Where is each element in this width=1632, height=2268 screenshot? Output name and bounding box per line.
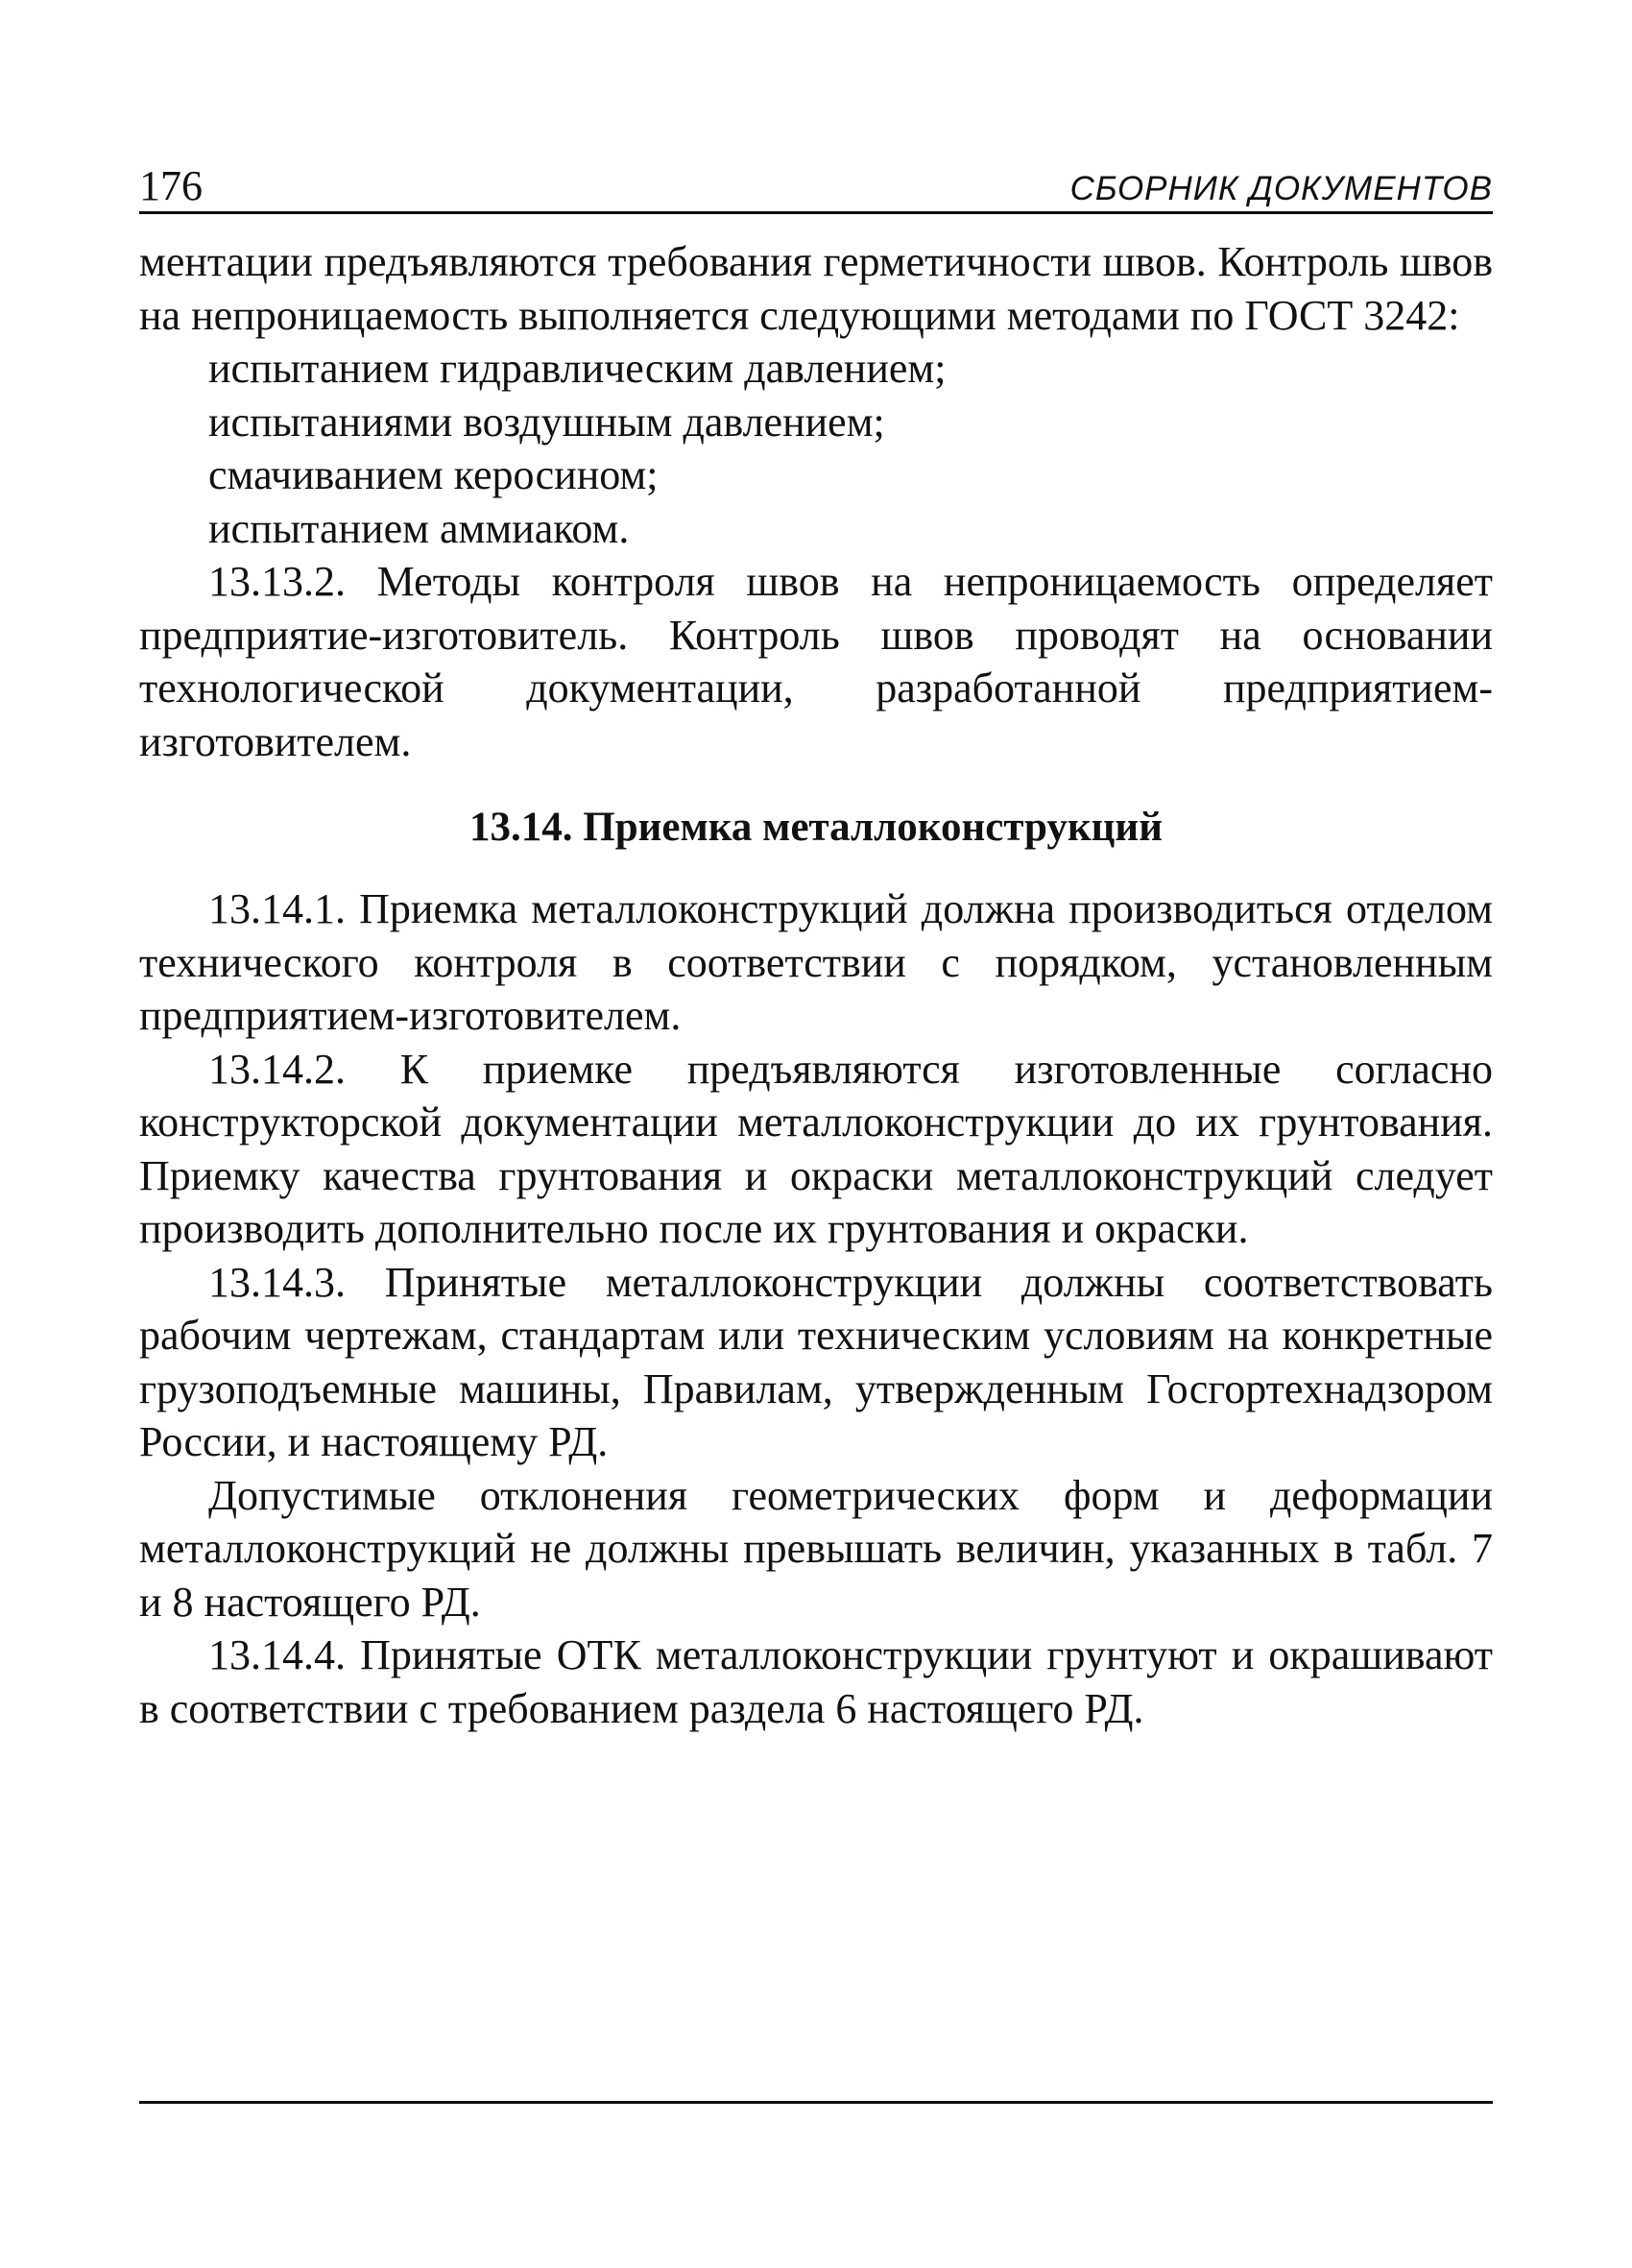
running-title: СБОРНИК ДОКУМЕНТОВ	[1069, 170, 1493, 207]
page-number: 176	[139, 162, 203, 209]
paragraph-13-14-1: 13.14.1. Приемка металлоконструкций должна производиться отделом технического контроля в соответствии с порядком, установленным предприятием-изготовителем.	[139, 885, 1493, 1039]
methods-list	[139, 342, 1493, 555]
paragraph-13-14-3: 13.14.3. Принятые металлоконструкции должны соответствовать рабочим чертежам, стандартам или техническим условиям на конкретные грузоподъемные машины, Правилам, утвержденным Госгортехнадзором России, и настоящему РД.	[139, 1258, 1493, 1465]
paragraph-13-14-4: 13.14.4. Принятые ОТК металлоконструкции грунтуют и окрашивают в соответствии с требованием раздела 6 настоящего РД.	[139, 1631, 1493, 1732]
list-item: испытанием гидравлическим давлением;	[208, 345, 947, 392]
paragraph-tolerances: Допустимые отклонения геометрических форм и деформации металлоконструкций не должны превышать величин, указанных в табл. 7 и 8 настоящего РД.	[139, 1471, 1493, 1626]
list-item: смачиванием керосином;	[208, 451, 659, 498]
section-heading: 13.14. Приемка металлоконструкций	[469, 805, 1163, 850]
document-page	[139, 144, 1493, 1735]
list-item: испытанием аммиаком.	[208, 504, 630, 552]
page-header	[139, 144, 1493, 214]
paragraph-13-14-2: 13.14.2. К приемке предъявляются изготовленные согласно конструкторской документации металлоконструкции до их грунтования. Приемку качества грунтования и окраски металлоконструкций следует производить дополнительно после их грунтования и окраски.	[139, 1045, 1493, 1252]
body-text	[139, 235, 1493, 1735]
footer-rule	[139, 2101, 1493, 2104]
paragraph-13-13-2: 13.13.2. Методы контроля швов на непроницаемость определяет предприятие-изготовитель. Контроль швов проводят на основании технологической документации, разработанной предприятием-изготовителем.	[139, 558, 1493, 765]
list-item: испытаниями воздушным давлением;	[208, 398, 885, 446]
intro-paragraph: ментации предъявляются требования герметичности швов. Контроль швов на непроницаемость выполняется следующими методами по ГОСТ 3242:	[139, 238, 1493, 339]
